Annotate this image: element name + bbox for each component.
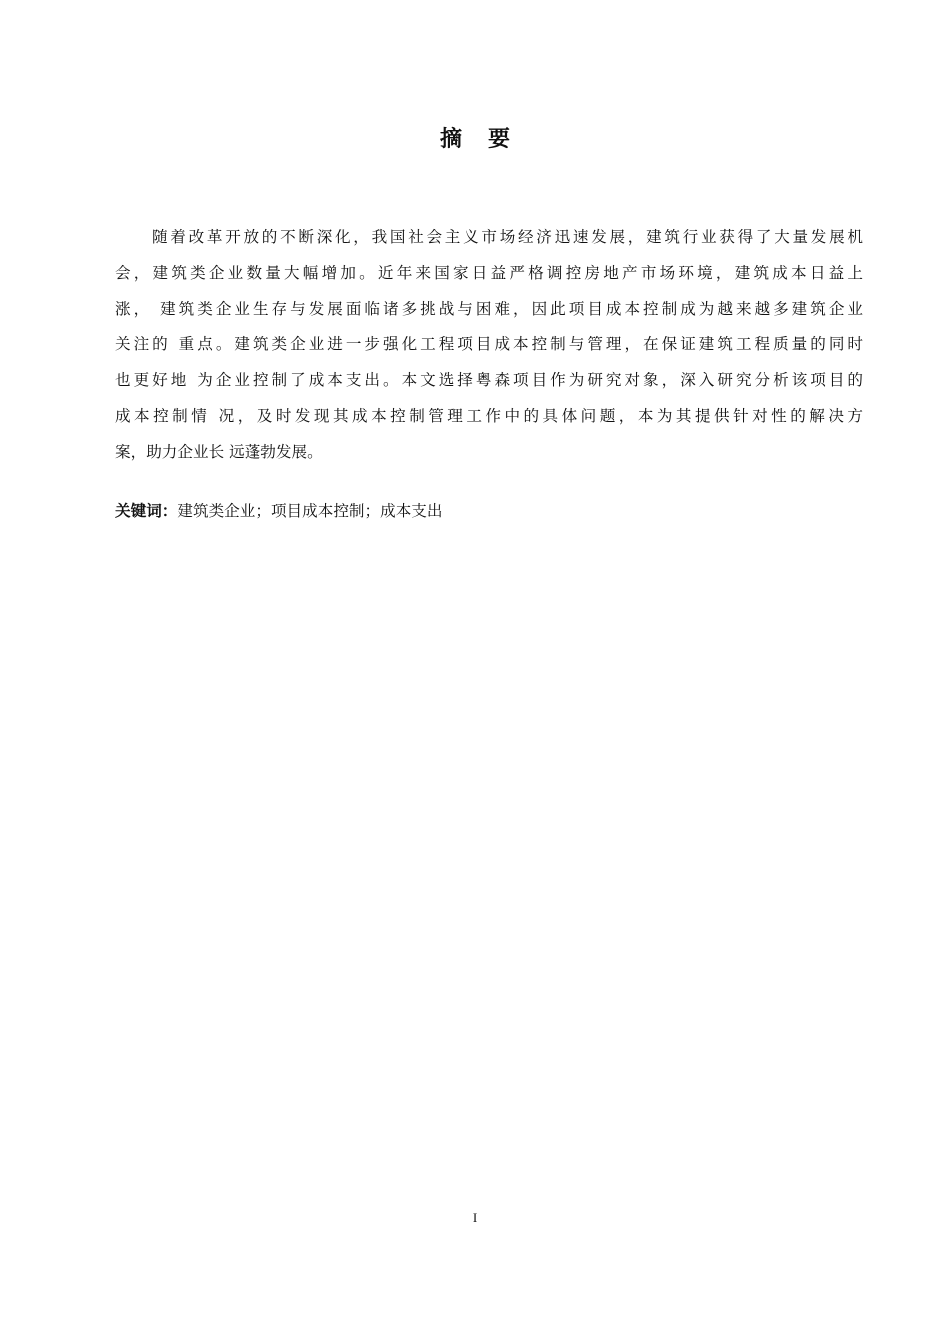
page-number: I xyxy=(472,1210,478,1225)
abstract-line-5: 也更好地 为企业控制了成本支出。本文选择粤森项目作为研究对象，深入研究分析该项目的 xyxy=(115,371,863,390)
title-char-1: 摘 xyxy=(439,127,462,152)
keywords-label: 关键词： xyxy=(115,502,178,520)
keywords-text: 建筑类企业；项目成本控制；成本支出 xyxy=(177,502,443,520)
page-title xyxy=(0,122,950,153)
title-char-2: 要 xyxy=(488,127,511,152)
abstract-body xyxy=(115,220,863,471)
abstract-line-4: 关注的 重点。建筑类企业进一步强化工程项目成本控制与管理，在保证建筑工程质量的同时 xyxy=(115,335,863,354)
abstract-line-3: 涨， 建筑类企业生存与发展面临诸多挑战与困难，因此项目成本控制成为越来越多建筑企业 xyxy=(115,299,863,318)
abstract-line-1: 随着改革开放的不断深化，我国社会主义市场经济迅速发展，建筑行业获得了大量发展机 xyxy=(152,228,863,246)
abstract-line-2: 会，建筑类企业数量大幅增加。近年来国家日益严格调控房地产市场环境，建筑成本日益上 xyxy=(115,263,863,282)
abstract-line-7: 案，助力企业长 远蓬勃发展。 xyxy=(115,442,323,461)
abstract-line-6: 成本控制情 况，及时发现其成本控制管理工作中的具体问题，本为其提供针对性的解决方 xyxy=(115,406,863,425)
keywords-line xyxy=(115,498,443,524)
